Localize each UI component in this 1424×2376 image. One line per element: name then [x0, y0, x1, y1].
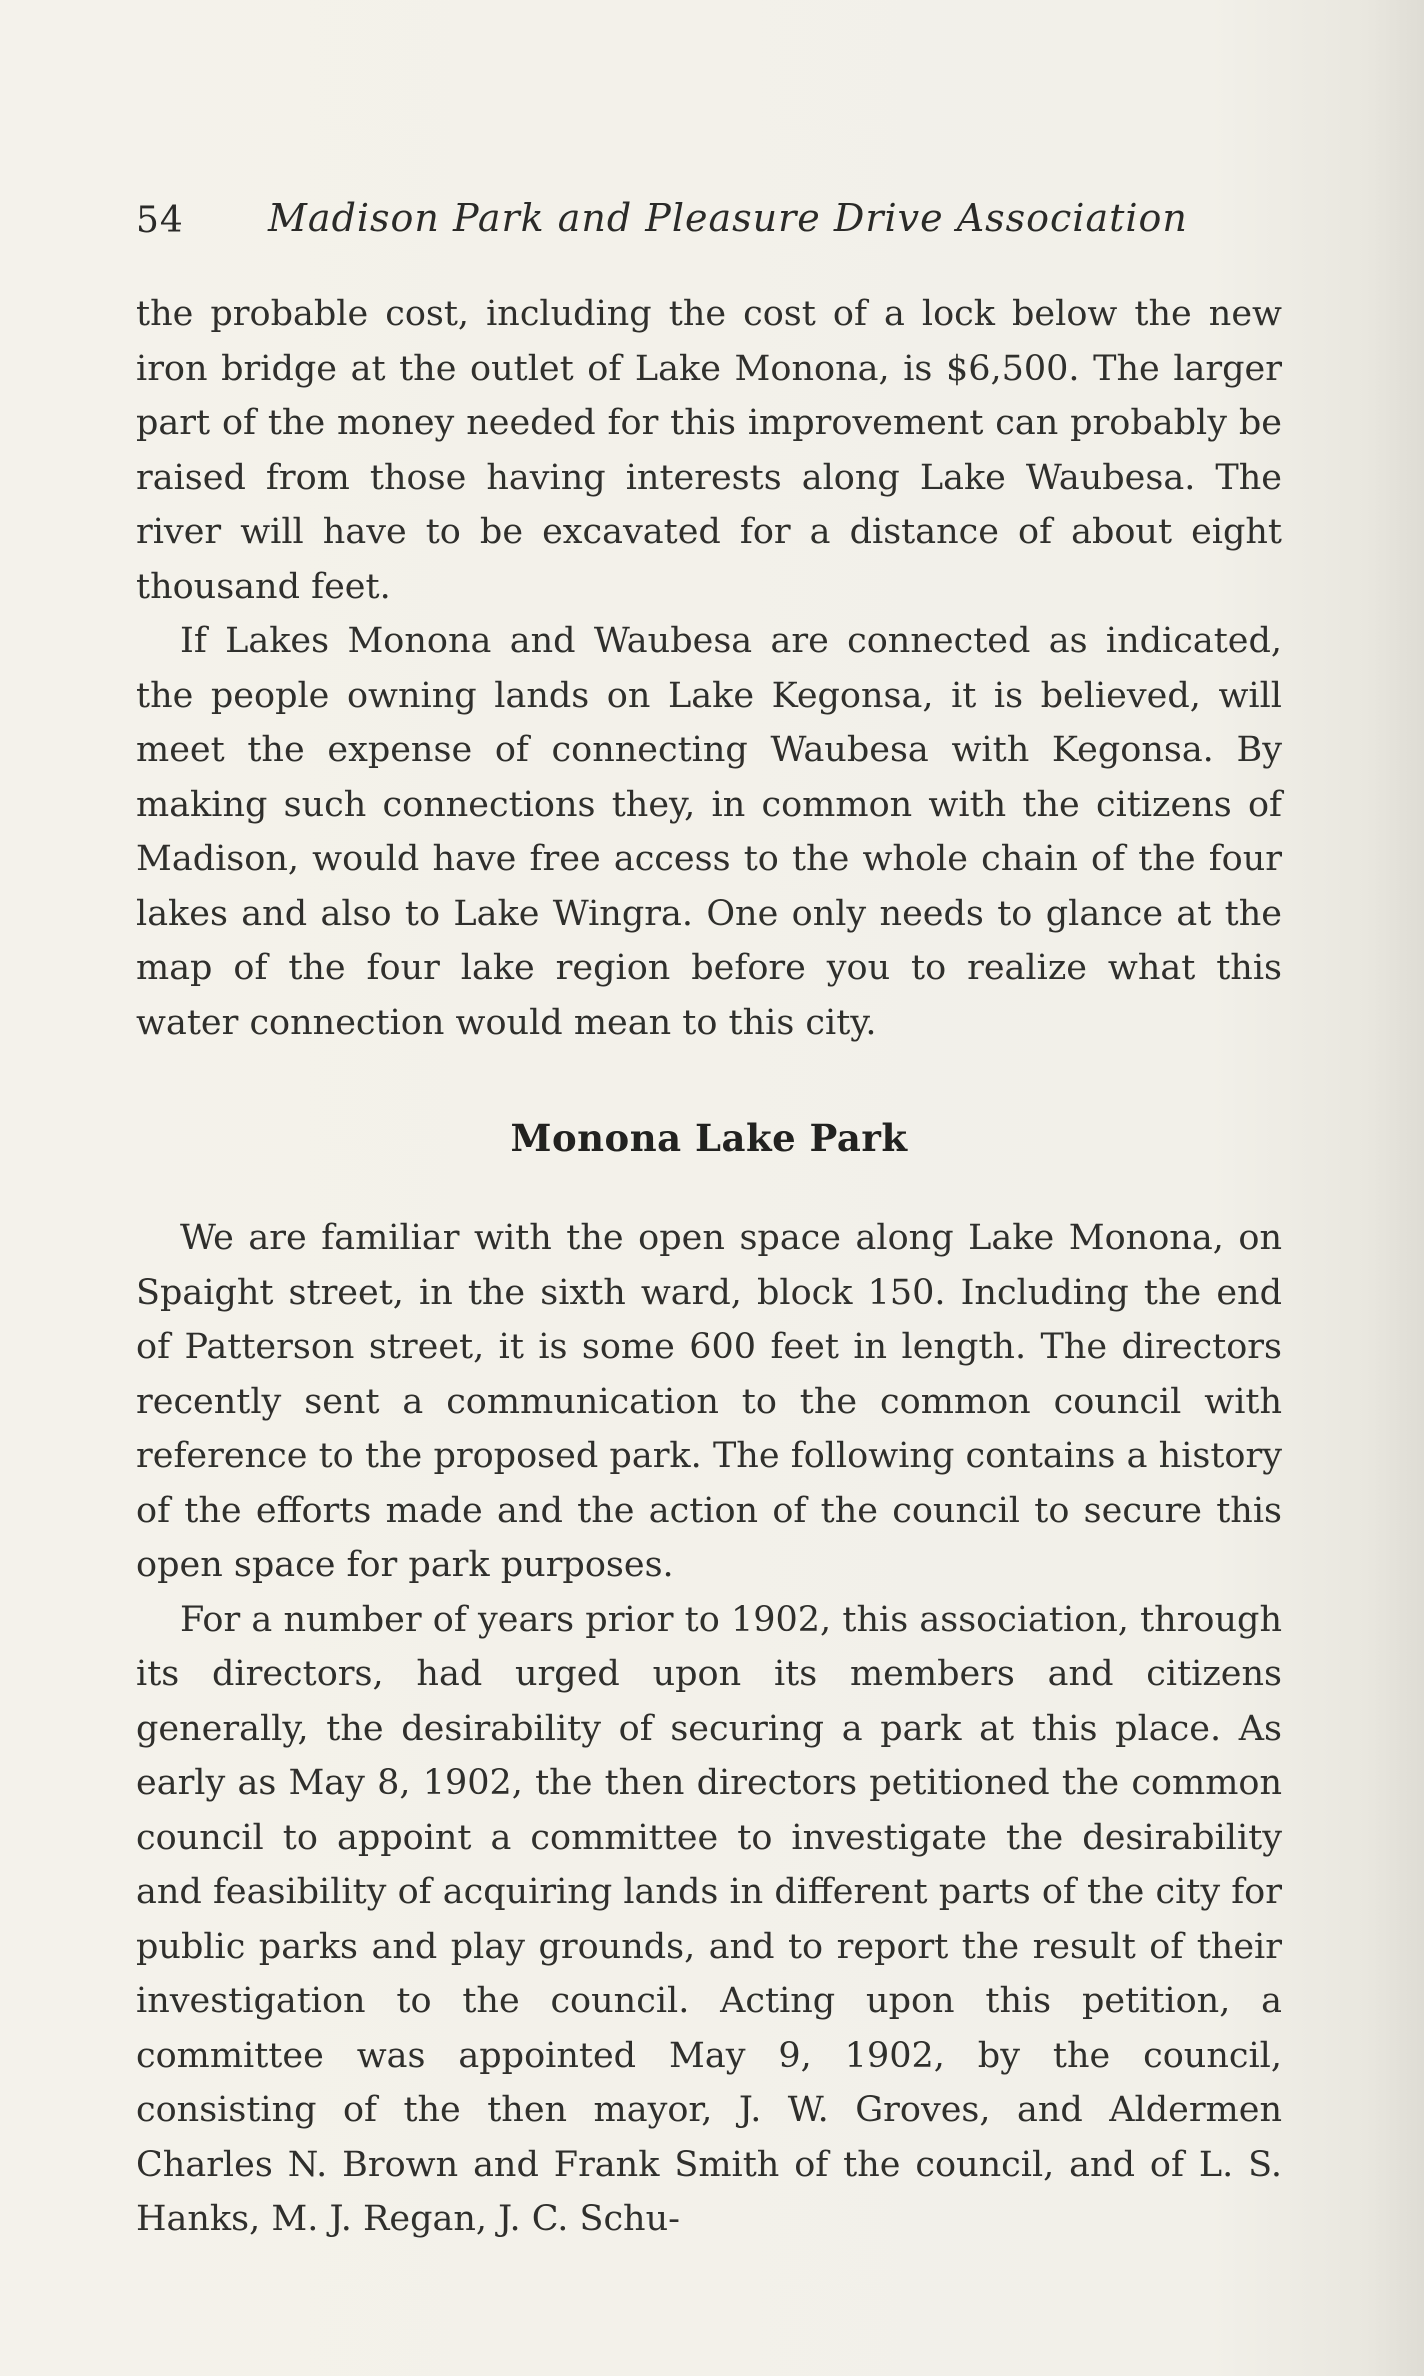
paragraph-continued: the probable cost, including the cost of a lock below the new iron bridge at the outlet of Lake Monona, is $6,500. The larger part of the money needed for this improvement can probably be raised from those having interests along Lake Waubesa. The river will have to be excavated for a distance of about eight thousand feet.: [136, 294, 1282, 607]
paragraph-open-space: We are familiar with the open space along Lake Monona, on Spaight street, in the sixth ward, block 150. Including the end of Patterson street, it is some 600 feet in length. The directors recently sent a communication to the common council with reference to the proposed park. The following contains a history of the efforts made and the action of the council to secure this open space for park purposes.: [136, 1218, 1282, 1585]
section-heading: Monona Lake Park: [510, 1116, 908, 1160]
text-block-top: [136, 287, 1282, 1050]
running-title: Madison Park and Pleasure Drive Association: [268, 196, 1188, 240]
page-header: [136, 188, 1286, 258]
paragraph-history: For a number of years prior to 1902, this association, through its directors, had urged upon its members and citizens generally, the desirability of securing a park at this place. As early as May 8, 1902, the then directors petitioned the common council to appoint a committee to investigate the desirability and feasibility of acquiring lands in different parts of the city for public parks and play grounds, and to report the result of their investigation to the council. Acting upon this petition, a committee was appointed May 9, 1902, by the council, consisting of the then mayor, J. W. Groves, and Aldermen Charles N. Brown and Frank Smith of the council, and of L. S. Hanks, M. J. Regan, J. C. Schu-: [136, 1599, 1282, 2239]
paragraph-lakes-connection: If Lakes Monona and Waubesa are connected as indicated, the people owning lands on Lake Kegonsa, it is believed, will meet the expense of connecting Waubesa with Kegonsa. By making such connections they, in common with the citizens of Madison, would have free access to the whole chain of the four lakes and also to Lake Wingra. One only needs to glance at the map of the four lake region before you to realize what this water connection would mean to this city.: [136, 621, 1282, 1043]
page-number: 54: [136, 200, 184, 241]
text-block-bottom: [136, 1211, 1282, 2247]
